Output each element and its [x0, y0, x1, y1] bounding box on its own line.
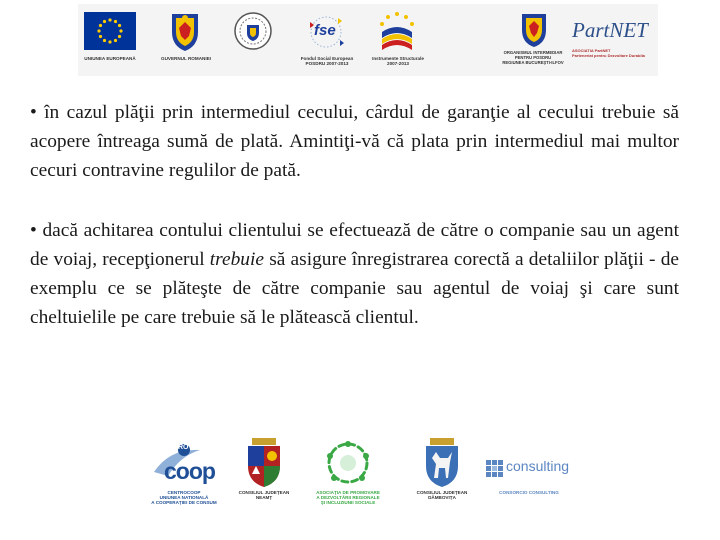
asociatia-promovare-caption — [306, 490, 390, 505]
eu-star-icon — [118, 35, 121, 38]
fse-wordmark: fse — [314, 22, 336, 39]
eu-flag-logo — [84, 12, 136, 50]
centrocoop-caption-line3: A COOPERAȚIEI DE CONSUM — [151, 500, 217, 505]
oi-caption — [498, 50, 568, 65]
eu-star-icon — [99, 35, 102, 38]
partnet-tagline-line1: ASOCIATIA PartNET — [572, 48, 611, 53]
paragraph-company-payment-emphasis: trebuie — [209, 249, 265, 270]
romania-coat-of-arms-logo — [168, 10, 202, 52]
paragraph-company-payment — [30, 216, 679, 332]
is-caption — [360, 56, 436, 66]
centrocoop-caption-line2: UNIUNEA NATIONALĂ — [159, 495, 209, 500]
paragraph-cheque-payment: • în cazul plăţii prin intermediul cecului, cârdul de garanţie al cecului trebuie să acopere întreaga sumă de plată. Amintiţi-vă că plata prin intermediul mai multor cecuri contravine regulilor de pată. — [30, 102, 679, 181]
eu-star-icon — [114, 39, 117, 42]
consulting-grid-icon — [486, 460, 504, 478]
footer-logo-band — [140, 434, 580, 520]
eu-star-icon — [119, 29, 122, 32]
eu-star-icon — [97, 29, 100, 32]
eu-star-icon — [114, 20, 117, 23]
organism-intermediar-coat-of-arms-logo — [520, 10, 548, 48]
partnet-tagline-line2: Parteneriat pentru Dezvoltare Durabila — [572, 53, 645, 58]
centrocoop-badge: RO — [178, 444, 189, 451]
ministry-seal-logo — [234, 12, 272, 50]
dambovita-caption — [406, 490, 478, 500]
eu-caption: UNIUNEA EUROPEANĂ — [84, 56, 136, 61]
partnet-tagline — [572, 48, 645, 58]
fse-caption — [288, 56, 366, 66]
promovare-caption-line3: ŞI INCLUZIUNII SOCIALE — [320, 500, 376, 505]
centrocoop-caption-line1: CENTROCOOP — [167, 490, 201, 495]
eu-star-icon — [108, 40, 111, 43]
consulting-wordmark: consulting — [506, 458, 570, 474]
gov-caption: GUVERNUL ROMANIEI — [161, 56, 211, 61]
dambovita-caption-line2: DÂMBOVIȚA — [428, 495, 456, 500]
neamt-caption-line2: NEAMȚ — [255, 495, 273, 500]
oi-caption-line2: PENTRU POSDRU — [514, 55, 552, 60]
oi-caption-line1: ORGANISMUL INTERMEDIAR — [503, 50, 563, 55]
fse-caption-line1: Fondul Social European — [300, 56, 354, 61]
centrocoop-logo — [150, 442, 220, 486]
promovare-caption-line1: ASOCIAȚIA DE PROMOVARE — [316, 490, 380, 495]
centrocoop-caption — [148, 490, 220, 505]
fse-caption-line2: POSDRU 2007-2013 — [305, 61, 349, 66]
header-logo-band — [78, 4, 658, 76]
eu-star-icon — [103, 39, 106, 42]
is-caption-line2: 2007-2013 — [387, 61, 409, 66]
promovare-caption-line2: A DEZVOLTĂRII REGIONALE — [316, 495, 380, 500]
is-caption-line1: Instrumente Structurale — [372, 56, 424, 61]
neamt-caption-line1: CONSILIUL JUDEȚEAN — [238, 490, 290, 495]
eu-star-icon — [99, 24, 102, 27]
neamt-coat-of-arms-logo — [244, 438, 284, 488]
dambovita-caption-line1: CONSILIUL JUDEȚEAN — [416, 490, 468, 495]
centrocoop-wordmark: coop — [164, 458, 215, 484]
consulting-caption: CONSORCIO CONSULTING — [499, 490, 559, 495]
asociatia-promovare-logo — [320, 438, 376, 488]
oi-caption-line3: REGIUNEA BUCUREŞTI-ILFOV — [502, 60, 564, 65]
fse-logo — [304, 12, 350, 52]
eu-star-icon — [108, 18, 111, 21]
neamt-caption — [228, 490, 300, 500]
paragraph-company-payment-start: • dacă achitarea contului clientului se efectuează de către o companie sau un agent de voiaj, recepţionerul — [30, 220, 679, 270]
eu-star-icon — [103, 20, 106, 23]
partnet-wordmark: PartNET — [572, 18, 648, 42]
dambovita-coat-of-arms-logo — [422, 438, 462, 488]
paragraph-company-payment-end: să asigure înregistrarea corectă a detaliilor plăţii - de exemplu ce se plăteşte de către companie sau agentul de voiaj şi care sunt cheltuielile pe care trebuie să le plătească clientul. — [30, 249, 679, 328]
instrumente-structurale-logo — [374, 10, 420, 54]
eu-star-icon — [118, 24, 121, 27]
